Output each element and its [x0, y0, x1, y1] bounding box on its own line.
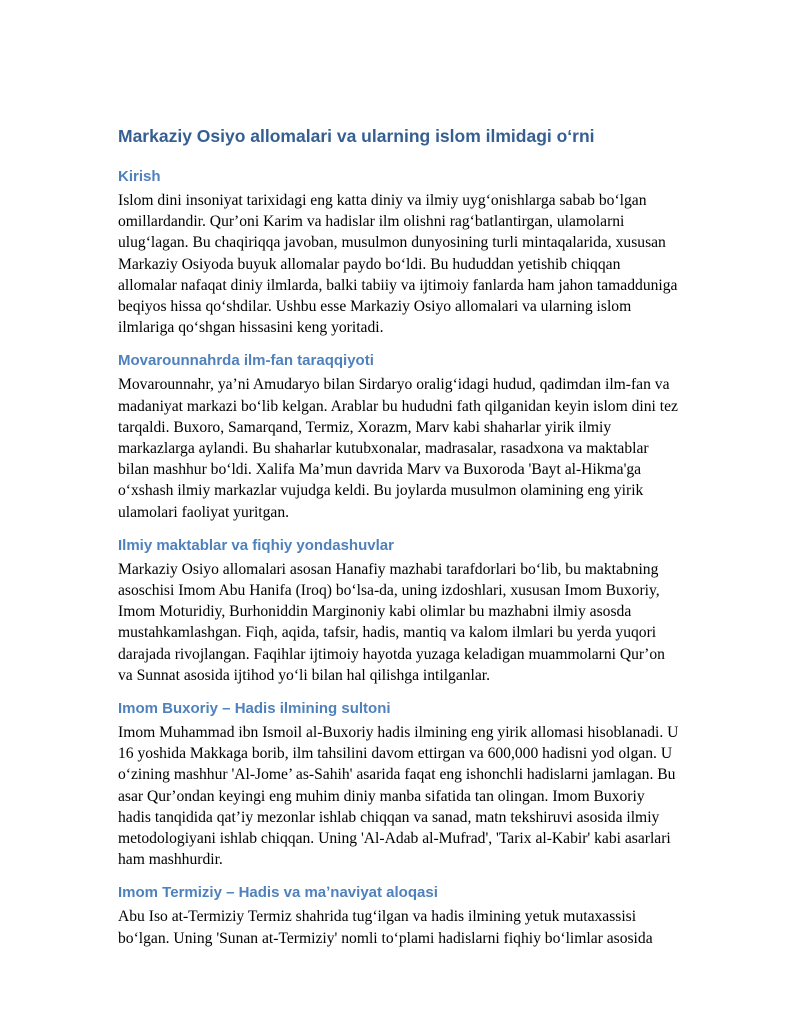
- text-line: mustahkamlashgan. Fiqh, aqida, tafsir, hadis, mantiq va kalom ilmlari bu yerda yuqori: [118, 624, 657, 642]
- text-line: Markaziy Osiyoda buyuk allomalar paydo boʻldi. Bu hududdan yetishib chiqqan: [118, 255, 621, 273]
- section-heading: Movarounnahrda ilm-fan taraqqiyoti: [118, 352, 374, 370]
- text-line: Markaziy Osiyo allomalari asosan Hanafiy mazhabi tarafdorlari boʻlib, bu maktabning: [118, 560, 659, 578]
- text-line: allomalar nafaqat diniy ilmlarda, balki tabiiy va ijtimoiy fanlarda ham jahon tamadduniga: [118, 276, 678, 294]
- section-heading: Kirish: [118, 168, 161, 185]
- section-ilmiy-maktablar: [118, 536, 684, 686]
- section-paragraph: [118, 559, 684, 686]
- text-line: va Sunnat asosida ijtihod yoʻli bilan hal qilishga intilganlar.: [118, 666, 491, 684]
- text-line: ilmlariga qoʻshgan hissasini keng yoritadi.: [118, 319, 384, 337]
- document-title: Markaziy Osiyo allomalari va ularning islom ilmidagi oʻrni: [118, 126, 595, 146]
- section-heading: Ilmiy maktablar va fiqhiy yondashuvlar: [118, 536, 394, 554]
- text-line: madaniyat markazi boʻlib kelgan. Arablar bu hududni fath qilganidan keyin islom dini tez: [118, 397, 678, 415]
- text-line: darajada rivojlangan. Faqihlar ijtimoiy hayotda yuzaga keladigan muammolarni Qurʼon: [118, 645, 665, 663]
- section-heading: Imom Buxoriy – Hadis ilmining sultoni: [118, 700, 391, 718]
- section-paragraph: [118, 722, 684, 870]
- text-line: boʻlgan. Uning 'Sunan at-Termiziy' nomli toʻplami hadislarni fiqhiy boʻlimlar asosida: [118, 929, 653, 947]
- text-line: Abu Iso at-Termiziy Termiz shahrida tugʻilgan va hadis ilmining yetuk mutaxassisi: [118, 908, 637, 926]
- section-paragraph: [118, 906, 684, 948]
- text-line: asar Qurʼondan keyingi eng muhim diniy manba sifatida tan olingan. Imom Buxoriy: [118, 787, 645, 805]
- text-line: oʻzining mashhur 'Al-Jome’ as-Sahih' asarida faqat eng ishonchli hadislarni jamlagan. Bu: [118, 766, 676, 784]
- text-line: markazlarga aylandi. Bu shaharlar kutubxonalar, madrasalar, rasadxona va maktablar: [118, 440, 649, 458]
- text-line: omillardandir. Qurʼoni Karim va hadislar ilm olishni ragʻbatlantirgan, ulamolarni: [118, 213, 625, 231]
- text-line: ulamolari faoliyat yuritgan.: [118, 503, 290, 521]
- text-line: asoschisi Imom Abu Hanifa (Iroq) boʻlsa-da, uning izdoshlari, xususan Imom Buxoriy,: [118, 582, 660, 600]
- text-line: bilan mashhur boʻldi. Xalifa Maʼmun davrida Marv va Buxoroda 'Bayt al-Hikma'ga: [118, 461, 642, 479]
- text-line: Imom Muhammad ibn Ismoil al-Buxoriy hadis ilmining eng yirik allomasi hisoblanadi. U: [118, 724, 679, 742]
- text-line: Movarounnahr, yaʼni Amudaryo bilan Sirdaryo oraligʻidagi hudud, qadimdan ilm-fan va: [118, 376, 670, 394]
- text-line: beqiyos hissa qoʻshdilar. Ushbu esse Markaziy Osiyo allomalari va ularning islom: [118, 298, 632, 316]
- section-paragraph: [118, 190, 684, 338]
- section-movarounnahr: [118, 351, 684, 522]
- text-line: hadis tanqidida qatʼiy mezonlar ishlab chiqqan va sanad, matn tekshiruvi asosida ilmiy: [118, 808, 660, 826]
- text-line: metodologiyani ishlab chiqqan. Uning 'Al-Adab al-Mufrad', 'Tarix al-Kabir' kabi asarlari: [118, 830, 671, 848]
- text-line: ham mashhurdir.: [118, 851, 223, 869]
- section-paragraph: [118, 374, 684, 522]
- document-body: [118, 124, 684, 962]
- section-imom-buxoriy: [118, 699, 684, 870]
- section-kirish: [118, 167, 684, 338]
- section-imom-termiziy: [118, 883, 684, 948]
- text-line: Imom Moturidiy, Burhoniddin Marginoniy kabi olimlar bu mazhabni ilmiy asosda: [118, 603, 632, 621]
- text-line: 16 yoshida Makkaga borib, ilm tahsilini davom ettirgan va 600,000 hadisni yod olgan. U: [118, 745, 673, 763]
- text-line: Islom dini insoniyat tarixidagi eng katta diniy va ilmiy uygʻonishlarga sabab boʻlgan: [118, 192, 647, 209]
- text-line: ulugʻlagan. Bu chaqiriqqa javoban, musulmon dunyosining turli mintaqalarida, xususan: [118, 234, 666, 252]
- text-line: tarqaldi. Buxoro, Samarqand, Termiz, Xorazm, Marv kabi shaharlar yirik ilmiy: [118, 418, 612, 436]
- section-heading: Imom Termiziy – Hadis va maʼnaviyat aloqasi: [118, 884, 438, 902]
- text-line: oʻxshash ilmiy markazlar vujudga keldi. Bu joylarda musulmon olamining eng yirik: [118, 482, 644, 500]
